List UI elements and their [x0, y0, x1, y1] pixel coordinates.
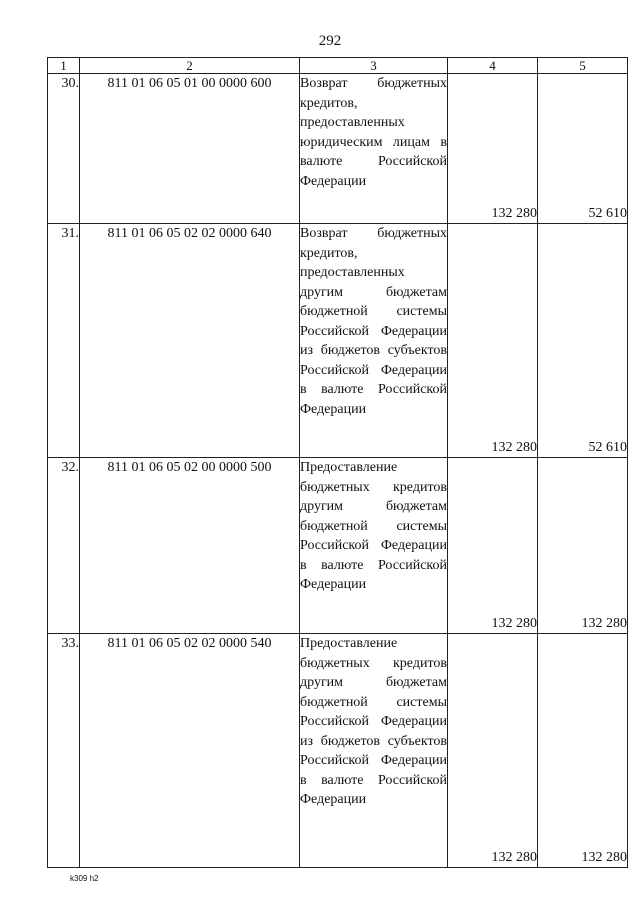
value-column-5: 132 280 [538, 458, 628, 634]
table-header-row [48, 58, 628, 74]
row-number: 30. [48, 74, 80, 224]
table-row [48, 458, 628, 634]
value-column-4: 132 280 [448, 74, 538, 224]
row-description [300, 458, 448, 634]
budget-code: 811 01 06 05 02 02 0000 640 [80, 224, 300, 458]
value-column-4: 132 280 [448, 458, 538, 634]
budget-table [47, 57, 628, 868]
table-row [48, 634, 628, 868]
description-text: Возврат бюджетных кредитов, предоставленных другим бюджетам бюджетной системы Российской Федерации из бюджетов субъектов Российской Федерации в валюте Российской Федерации [300, 226, 447, 417]
row-number: 31. [48, 224, 80, 458]
row-description [300, 224, 448, 458]
budget-code: 811 01 06 05 01 00 0000 600 [80, 74, 300, 224]
value-column-4: 132 280 [448, 634, 538, 868]
table-row [48, 74, 628, 224]
column-header: 1 [48, 58, 80, 74]
row-description [300, 74, 448, 224]
budget-code: 811 01 06 05 02 02 0000 540 [80, 634, 300, 868]
table-row [48, 224, 628, 458]
value-column-4: 132 280 [448, 224, 538, 458]
column-header: 4 [448, 58, 538, 74]
column-header: 2 [80, 58, 300, 74]
row-description [300, 634, 448, 868]
description-text: Предоставление бюджетных кредитов другим бюджетам бюджетной системы Российской Федерации из бюджетов субъектов Российской Федерации в валюте Российской Федерации [300, 636, 447, 807]
value-column-5: 52 610 [538, 224, 628, 458]
row-number: 33. [48, 634, 80, 868]
page-number: 292 [318, 33, 342, 49]
row-number: 32. [48, 458, 80, 634]
budget-code: 811 01 06 05 02 00 0000 500 [80, 458, 300, 634]
column-header: 3 [300, 58, 448, 74]
footer-code: k309 h2 [70, 874, 99, 883]
value-column-5: 132 280 [538, 634, 628, 868]
description-text: Предоставление бюджетных кредитов другим бюджетам бюджетной системы Российской Федерации в валюте Российской Федерации [300, 460, 447, 592]
value-column-5: 52 610 [538, 74, 628, 224]
description-text: Возврат бюджетных кредитов, предоставленных юридическим лицам в валюте Российской Федерации [300, 76, 447, 189]
column-header: 5 [538, 58, 628, 74]
